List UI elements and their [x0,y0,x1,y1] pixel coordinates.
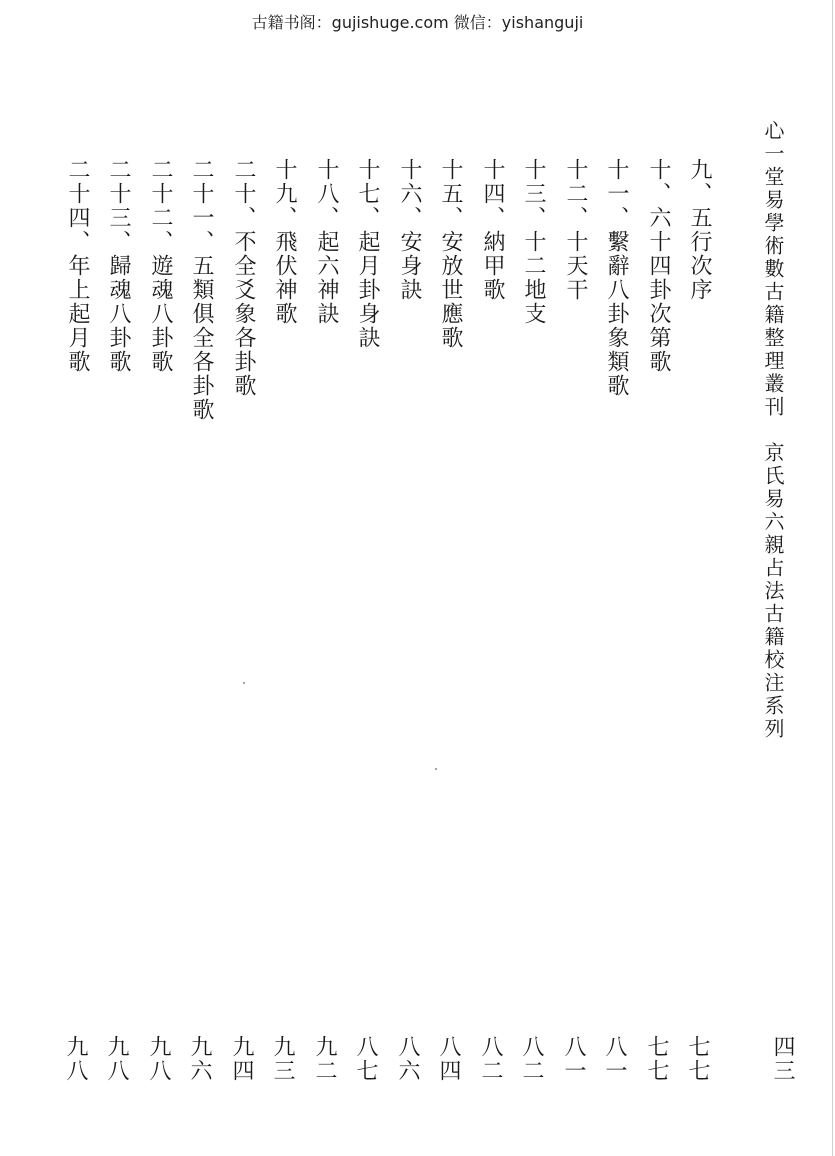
scan-speck [435,768,437,770]
folio-number: 四三 [770,1035,795,1083]
toc-entry-title: 二十一、五類俱全各卦歌 [189,158,214,422]
toc-entry-page: 八一 [561,1035,586,1083]
toc-entry-title: 二十四、年上起月歌 [65,158,90,374]
toc-entry-page: 八二 [519,1035,544,1083]
toc-entry-page: 八二 [478,1035,503,1083]
toc-entry-title: 九、五行次序 [687,158,712,302]
toc-entry-title: 十、六十四卦次第歌 [646,158,671,374]
watermark-text: 古籍书阁：gujishuge.com 微信：yishanguji [251,13,584,32]
toc-entry-page: 九四 [229,1035,254,1083]
toc-entry-page: 八四 [436,1035,461,1083]
toc-entry-page: 八七 [353,1035,378,1083]
toc-entry-page: 九八 [63,1035,88,1083]
toc-entry-page: 八一 [602,1035,627,1083]
toc-entry-page: 八六 [395,1035,420,1083]
toc-entry-title: 十二、十天干 [563,158,588,302]
toc-entry-title: 十八、起六神訣 [314,158,339,326]
toc-entry-title: 二十二、遊魂八卦歌 [148,158,173,374]
toc-entry-page: 七七 [685,1035,710,1083]
toc-entry-page: 九三 [270,1035,295,1083]
scan-speck [243,682,245,684]
toc-entry-title: 十一、繫辭八卦象類歌 [604,158,629,398]
toc-entry-page: 七七 [644,1035,669,1083]
toc-entry-title: 十五、安放世應歌 [438,158,463,350]
toc-entry-title: 十九、飛伏神歌 [272,158,297,326]
toc-entry-title: 十七、起月卦身訣 [355,158,380,350]
toc-entry-page: 九二 [312,1035,337,1083]
series-title: 心一堂易學術數古籍整理叢刊 京氏易六親占法古籍校注系列 [761,120,785,741]
toc-entry-title: 十四、納甲歌 [480,158,505,302]
page-edge-line [832,0,833,1156]
toc-entry-page: 九八 [146,1035,171,1083]
toc-entry-page: 九六 [187,1035,212,1083]
toc-entry-title: 二十三、歸魂八卦歌 [106,158,131,374]
toc-entry-title: 十三、十二地支 [521,158,546,326]
toc-entry-title: 二十、不全爻象各卦歌 [231,158,256,398]
toc-entry-title: 十六、安身訣 [397,158,422,302]
toc-entry-page: 九八 [104,1035,129,1083]
